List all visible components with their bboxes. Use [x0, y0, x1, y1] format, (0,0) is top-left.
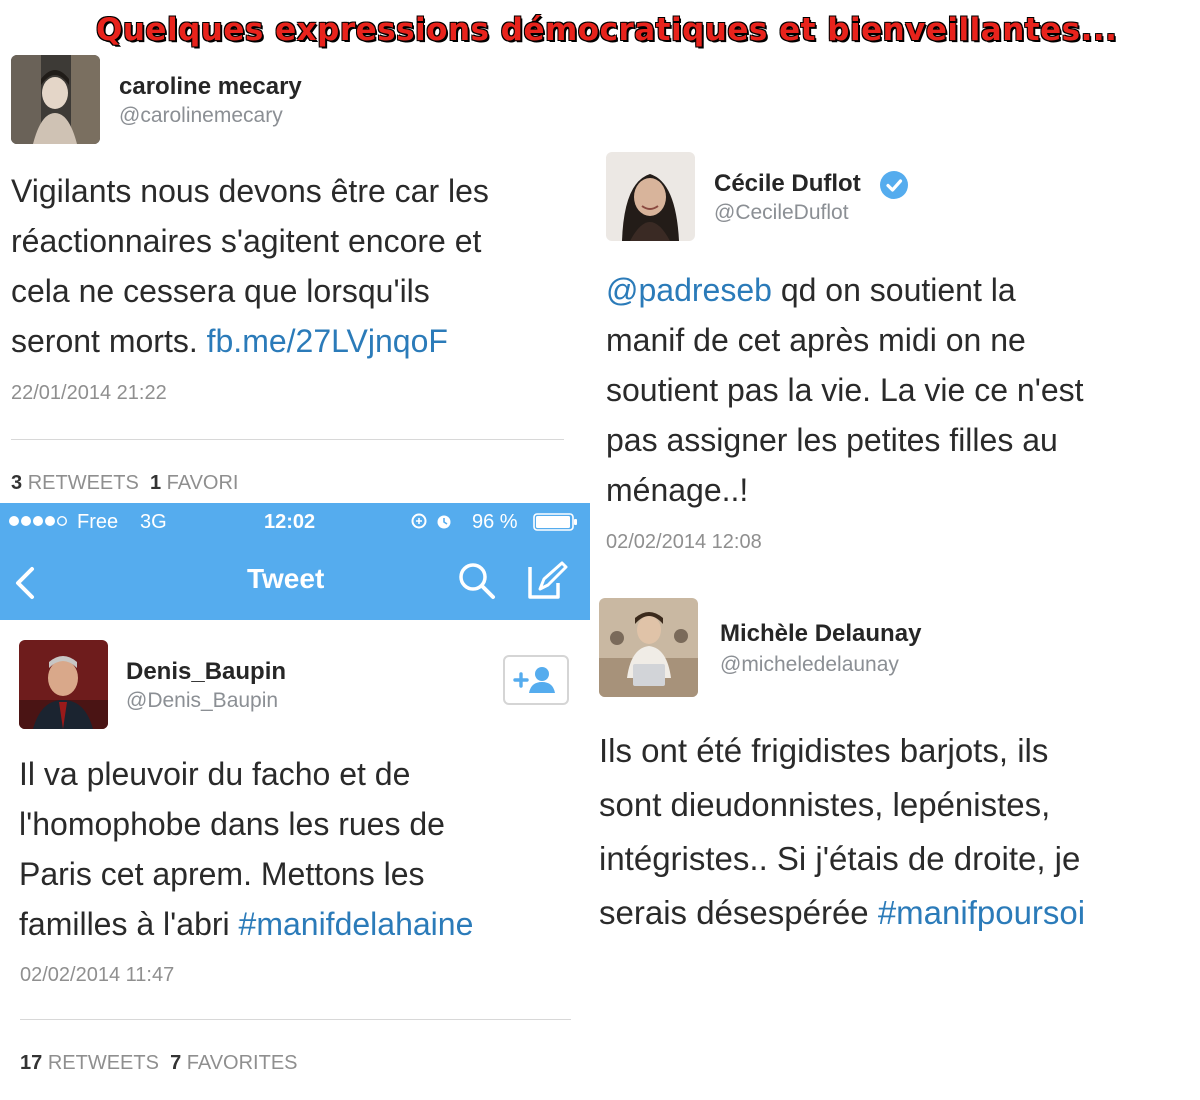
clock-time: 12:02 [264, 511, 316, 533]
compose-icon[interactable] [524, 559, 568, 608]
favorite-count[interactable]: 1 [149, 472, 162, 494]
follow-button[interactable] [503, 655, 569, 705]
network-label: 3G [140, 511, 167, 533]
tweet-line: ménage..! [606, 472, 749, 508]
tweet-line: réactionnaires s'agitent encore et [11, 223, 482, 259]
author-name[interactable]: Denis_Baupin [126, 658, 287, 685]
tweet-line [606, 265, 1186, 315]
tweet-stats [20, 1052, 298, 1075]
banner-title: Quelques expressions démocratiques et bienveillantes... [96, 12, 1118, 48]
tweet-text [606, 265, 1186, 515]
avatar-delaunay[interactable] [599, 598, 698, 697]
tweet-line: Paris cet aprem. Mettons les [19, 856, 425, 892]
tweet-line-text: serais désespérée [599, 894, 878, 931]
ios-nav-panel [0, 503, 590, 620]
tweet-hashtag[interactable]: #manifpoursoi [877, 894, 1086, 931]
tweet-line [11, 316, 571, 366]
tweet-line: cela ne cessera que lorsqu'ils [11, 273, 430, 309]
author-name[interactable]: Michèle Delaunay [720, 620, 922, 647]
alarm-icon [410, 512, 454, 536]
tweet-line: manif de cet après midi on ne [606, 322, 1026, 358]
tweet-date[interactable]: 02/02/2014 12:08 [606, 531, 762, 553]
tweet-line-text: seront morts. [11, 323, 198, 359]
status-bar [0, 503, 590, 541]
tweet-mention[interactable]: @padreseb [606, 272, 772, 308]
tweet-text [11, 166, 571, 366]
tweet-text [19, 749, 579, 949]
favorite-label[interactable]: FAVORI [166, 472, 239, 494]
tweet-line: Vigilants nous devons être car les [11, 173, 489, 209]
divider [11, 439, 564, 440]
tweet-line: sont dieudonnistes, lepénistes, [599, 786, 1051, 823]
tweet-link[interactable]: fb.me/27LVjnqoF [206, 323, 448, 359]
avatar-baupin[interactable] [19, 640, 108, 729]
tweet-date[interactable]: 02/02/2014 11:47 [20, 964, 175, 986]
signal-icon [8, 511, 70, 534]
tweet-line: Ils ont été frigidistes barjots, ils [599, 732, 1049, 769]
tweet-text [599, 724, 1195, 940]
author-handle[interactable]: @Denis_Baupin [126, 689, 279, 712]
verified-icon [880, 171, 908, 199]
author-handle[interactable]: @CecileDuflot [714, 201, 849, 224]
carrier-label: Free [77, 511, 119, 533]
tweet-line: Il va pleuvoir du facho et de [19, 756, 411, 792]
avatar-duflot[interactable] [606, 152, 695, 241]
follow-user-icon [505, 657, 567, 703]
tweet-line [599, 886, 1195, 940]
tweet-line-text: qd on soutient la [771, 272, 1016, 308]
search-icon[interactable] [457, 561, 497, 606]
tweet-line-text: familles à l'abri [19, 906, 239, 942]
author-handle[interactable]: @carolinemecary [119, 104, 283, 127]
tweet-line: l'homophobe dans les rues de [19, 806, 445, 842]
battery-percent: 96 % [472, 511, 518, 533]
tweet-date[interactable]: 22/01/2014 21:22 [11, 382, 167, 404]
tweet-line: intégristes.. Si j'étais de droite, je [599, 840, 1081, 877]
tweet-line: soutient pas la vie. La vie ce n'est [606, 372, 1084, 408]
nav-title: Tweet [247, 563, 325, 594]
tweet-hashtag[interactable]: #manifdelahaine [238, 906, 474, 942]
back-chevron-icon[interactable] [14, 566, 36, 605]
author-name[interactable]: caroline mecary [119, 73, 302, 100]
tweet-line: pas assigner les petites filles au [606, 422, 1058, 458]
tweet-line [19, 899, 579, 949]
tweet-stats [11, 472, 239, 495]
divider [20, 1019, 571, 1020]
favorite-count[interactable]: 7 [170, 1052, 182, 1074]
battery-icon [533, 513, 579, 537]
retweet-label[interactable]: RETWEETS [27, 472, 139, 494]
author-handle[interactable]: @micheledelaunay [720, 653, 899, 676]
author-name[interactable]: Cécile Duflot [714, 170, 861, 197]
avatar-mecary[interactable] [11, 55, 100, 144]
retweet-label[interactable]: RETWEETS [47, 1052, 159, 1074]
favorite-label[interactable]: FAVORITES [186, 1052, 298, 1074]
retweet-count[interactable]: 17 [20, 1052, 43, 1074]
retweet-count[interactable]: 3 [11, 472, 23, 494]
